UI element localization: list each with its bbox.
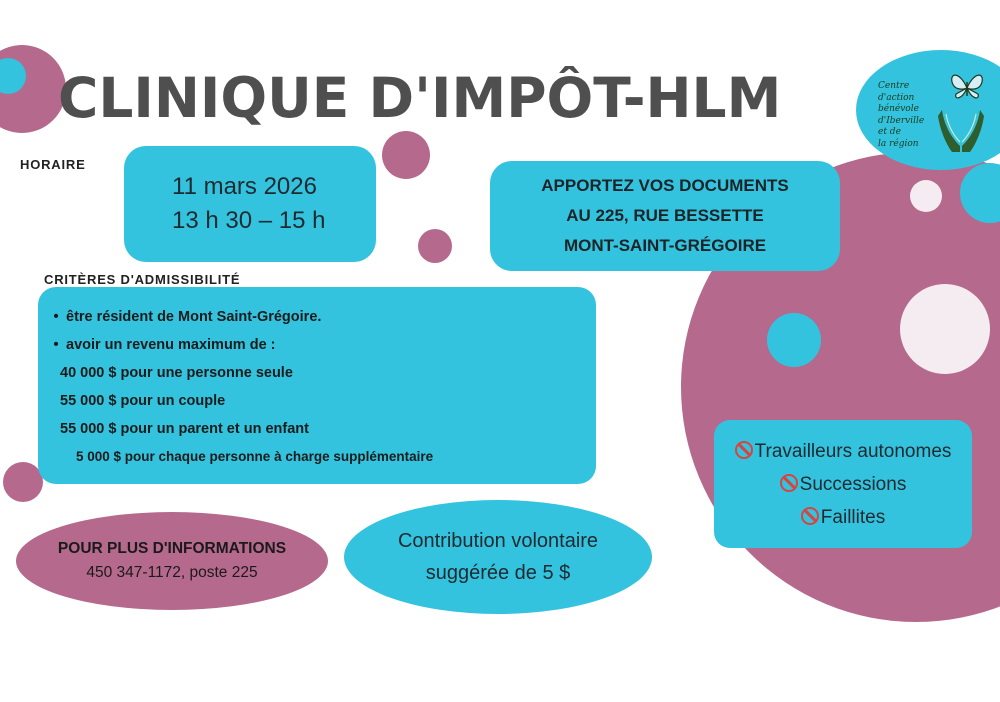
exclusions-box [714,420,972,548]
address-box [490,161,840,271]
exclusion-item: Faillites [801,501,885,534]
decor-circle-near-title [382,131,430,179]
criteria-label: CRITÈRES D'ADMISSIBILITÉ [44,272,241,287]
info-title: POUR PLUS D'INFORMATIONS [57,540,287,557]
address-line-1: APPORTEZ VOS DOCUMENTS [541,176,789,195]
criteria-box [38,287,596,484]
decor-circle-cyan-mid [767,313,821,367]
decor-circle-pale-small [910,180,942,212]
hands-icon [936,106,986,154]
exclusion-item: Successions [780,468,907,501]
schedule-time: 13 h 30 – 15 h [172,207,326,234]
schedule-box [124,146,376,262]
address-line-3: MONT-SAINT-GRÉGOIRE [563,236,767,255]
contribution-line-2: suggérée de 5 $ [425,562,571,584]
no-entry-icon [735,441,753,459]
info-oval [16,512,328,610]
page-title: CLINIQUE D'IMPÔT-HLM [58,66,782,130]
income-extra-dependent: 5 000 $ pour chaque personne à charge supplémentaire [76,449,434,464]
criteria-bullet-1: • être résident de Mont Saint-Grégoire. [53,309,322,325]
income-limit-couple: 55 000 $ pour un couple [60,393,226,409]
logo-text: Centre d'action bénévole d'Iberville et de la région [878,81,925,149]
decor-circle-small-mid [418,229,452,263]
contribution-oval [344,500,652,614]
no-entry-icon [780,474,798,492]
decor-circle-left-bottom [3,462,43,502]
no-entry-icon [801,507,819,525]
income-limit-single: 40 000 $ pour une personne seule [60,365,293,381]
organization-logo [870,66,1000,162]
butterfly-icon [948,70,986,104]
info-phone: 450 347-1172, poste 225 [86,564,258,581]
criteria-bullet-2: • avoir un revenu maximum de : [53,337,276,353]
exclusion-item: Travailleurs autonomes [735,435,952,468]
decor-circle-pale-large [900,284,990,374]
schedule-date: 11 mars 2026 [172,173,317,200]
address-line-2: AU 225, RUE BESSETTE [566,206,764,225]
income-limit-parent-child: 55 000 $ pour un parent et un enfant [60,421,309,437]
contribution-line-1: Contribution volontaire [397,530,599,552]
schedule-label: HORAIRE [20,157,86,172]
